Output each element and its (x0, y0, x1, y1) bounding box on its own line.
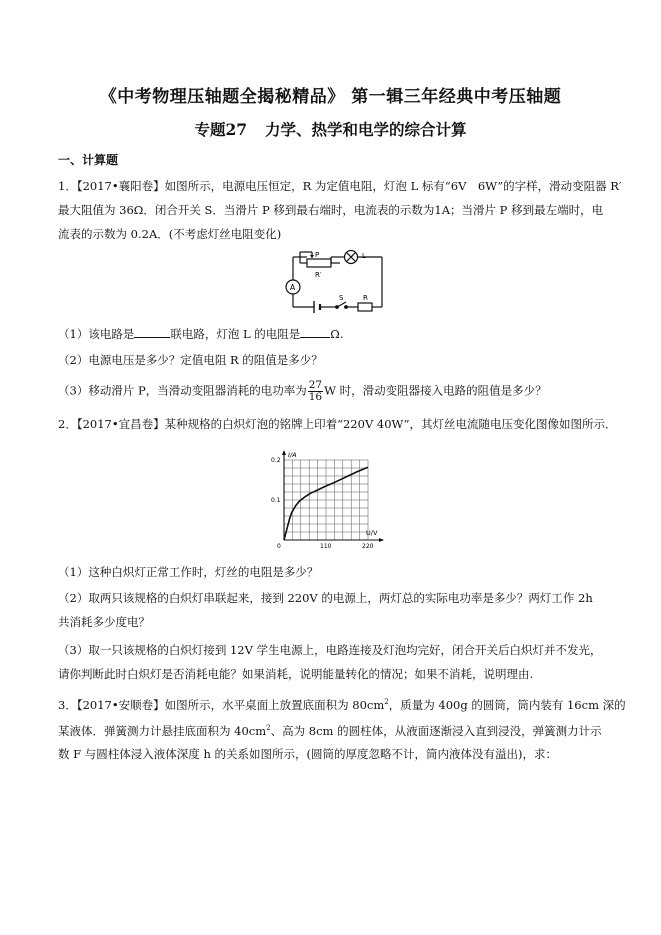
label-r: R (363, 294, 368, 302)
x-tick-label: 0 (277, 543, 281, 550)
x-axis-label: U/V (366, 529, 378, 537)
label-l: L (362, 252, 366, 260)
iv-chart (262, 446, 388, 550)
problem2-q2-line-2: 共消耗多少度电？ (58, 615, 150, 629)
problem3-line-1-sup: 2 (384, 698, 389, 706)
problem1-q1-text-a: （1）该电路是 (58, 327, 135, 341)
answer-blank-type[interactable] (134, 326, 170, 338)
topic-title: 力学、热学和电学的综合计算 (265, 120, 467, 139)
problem3-line-1-b: ，质量为 400g 的圆筒，筒内装有 16cm 深的 (388, 697, 626, 712)
label-s: S (339, 294, 344, 302)
problem2-q1: （1）这种白炽灯正常工作时，灯丝的电阻是多少？ (58, 565, 319, 579)
problem1-line-1: 1．【2017•襄阳卷】如图所示，电源电压恒定，R 为定值电阻，灯泡 L 标有“6V 6W”的字样，滑动变阻器 R′ (58, 179, 622, 193)
topic-number: 专题27 (194, 120, 248, 139)
problem3-line-1 (58, 694, 626, 713)
problem1-q3 (58, 380, 618, 403)
label-a: A (290, 283, 296, 292)
fraction-numerator: 27 (308, 379, 323, 391)
problem3-line-2-sup: 2 (266, 724, 271, 732)
problem3-line-2-b: 、高为 8cm 的圆柱体，从液面逐渐浸入直到浸没，弹簧测力计示 (270, 723, 602, 738)
y-tick-label: 0.1 (271, 497, 281, 504)
section-heading: 一、计算题 (58, 153, 119, 167)
x-tick-label: 220 (362, 543, 374, 550)
problem1-q3-text-b: W 时，滑动变阻器接入电路的阻值是多少？ (324, 383, 547, 398)
circuit-diagram (276, 250, 388, 318)
problem2-line: 2．【2017•宜昌卷】某种规格的白炽灯泡的铭牌上印着“220V 40W”，其灯丝电流随电压变化图像如图所示． (58, 417, 617, 431)
fraction-denominator: 16 (308, 391, 323, 403)
problem1-q3-text-a: （3）移动滑片 P，当滑动变阻器消耗的电功率为 (58, 383, 307, 398)
x-tick-label: 110 (320, 543, 332, 550)
problem3-line-2-a: 某液体．弹簧测力计悬挂底面积为 40cm (58, 723, 267, 738)
answer-blank-resistance[interactable] (300, 326, 330, 338)
problem3-line-1-a: 3．【2017•安顺卷】如图所示，水平桌面上放置底面积为 80cm (58, 697, 385, 712)
problem1-q1-text-b: 联电路，灯泡 L 的电阻是 (170, 327, 301, 341)
problem2-q2-line-1: （2）取两只该规格的白炽灯串联起来，接到 220V 的电源上，两灯总的实际电功率是多少？两灯工作 2h (58, 591, 593, 605)
rheostat-icon (307, 259, 331, 267)
document-title: 《中考物理压轴题全揭秘精品》 第一辑三年经典中考压轴题 (99, 87, 562, 107)
problem1-q1 (58, 326, 618, 342)
resistor-icon (358, 303, 372, 311)
problem1-q1-text-c: Ω. (330, 327, 344, 341)
document-subtitle (0, 118, 661, 140)
problem3-line-2 (58, 720, 618, 739)
problem3-line-3: 数 F 与圆柱体浸入液体深度 h 的关系如图所示，(圆筒的厚度忽略不计，筒内液体没有溢出)，求： (58, 747, 557, 761)
label-rprime: R′ (315, 271, 322, 279)
problem1-line-3: 流表的示数为 0.2A．(不考虑灯丝电阻变化) (58, 227, 282, 241)
label-p: P (315, 251, 320, 259)
problem2-q3-line-1: （3）取一只该规格的白炽灯接到 12V 学生电源上，电路连接及灯泡均完好，闭合开关后白炽灯并不发光， (58, 643, 602, 657)
problem2-q3-line-2: 请你判断此时白炽灯是否消耗电能？如果消耗，说明能量转化的情况；如果不消耗，说明理由. (58, 667, 534, 681)
problem1-line-2: 最大阻值为 36Ω．闭合开关 S．当滑片 P 移到最右端时，电流表的示数为1A；当滑片 P 移到最左端时，电 (58, 203, 604, 217)
problem1-q2: （2）电源电压是多少？定值电阻 R 的阻值是多少？ (58, 353, 323, 367)
power-fraction (308, 380, 323, 403)
y-axis-label: I/A (288, 451, 297, 459)
y-tick-label: 0.2 (271, 457, 281, 464)
